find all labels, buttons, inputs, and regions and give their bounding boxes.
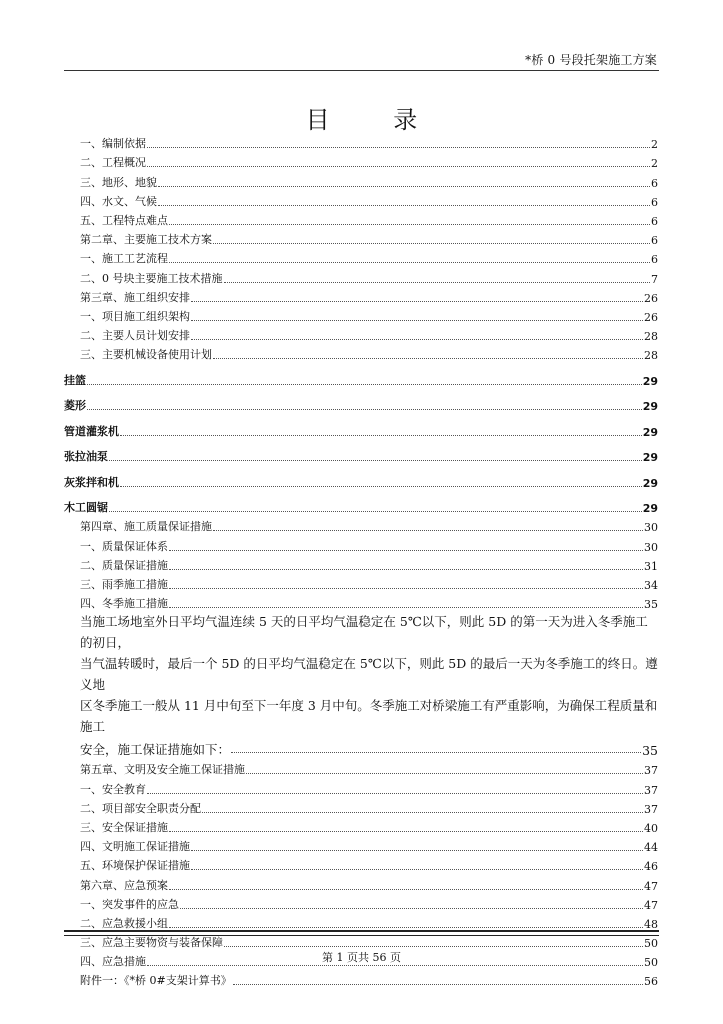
toc-entry-title: 挂篮	[64, 373, 86, 387]
dot-leader	[169, 262, 650, 263]
dot-leader	[202, 812, 643, 813]
page-footer: 第 1 页共 56 页	[322, 951, 401, 964]
dot-leader	[169, 831, 643, 832]
toc-entry[interactable]	[80, 305, 658, 324]
toc-entry-title: 五、环境保护保证措施	[80, 859, 190, 873]
toc-entry-page: 30	[644, 540, 658, 554]
toc-entry-title: 菱形	[64, 399, 86, 413]
toc-entry-title: 五、工程特点难点	[80, 213, 168, 227]
toc-entry-title: 二、主要人员计划安排	[80, 329, 190, 343]
footer-rule-thin	[64, 935, 659, 936]
toc-entry-title: 四、水文、气候	[80, 194, 157, 208]
toc-entry-page: 30	[644, 521, 658, 535]
toc-entry-page: 37	[644, 802, 658, 816]
dot-leader	[109, 511, 642, 512]
dot-leader	[169, 588, 643, 589]
toc-entry-title: 管道灌浆机	[64, 424, 119, 438]
dot-leader	[169, 889, 643, 890]
toc-entry-title: 二、质量保证措施	[80, 558, 168, 572]
dot-leader	[213, 530, 643, 531]
toc-entry[interactable]	[80, 190, 658, 209]
toc-entry-page: 29	[642, 451, 658, 465]
toc-entry-page: 48	[644, 917, 658, 931]
toc-entry[interactable]	[80, 969, 658, 988]
toc-entry-title: 四、文明施工保证措施	[80, 840, 190, 854]
toc-entry-title: 二、工程概况	[80, 156, 146, 170]
toc-entry-page: 7	[651, 272, 658, 286]
toc-entry-page: 2	[651, 138, 658, 152]
table-of-contents	[64, 132, 658, 989]
toc-entry-page: 26	[644, 291, 658, 305]
dot-leader	[169, 569, 643, 570]
toc-entry-title: 四、冬季施工措施	[80, 597, 168, 611]
dot-leader	[231, 752, 641, 753]
toc-entry[interactable]	[64, 464, 658, 490]
toc-entry-title: 张拉油泵	[64, 450, 108, 464]
header-rule	[64, 70, 659, 71]
dot-leader	[109, 460, 642, 461]
toc-entry[interactable]	[64, 388, 658, 414]
dot-leader	[158, 186, 650, 187]
toc-entry[interactable]	[80, 286, 658, 305]
toc-entry[interactable]	[80, 758, 658, 777]
toc-entry-title: 三、雨季施工措施	[80, 578, 168, 591]
toc-entry[interactable]	[80, 228, 658, 247]
toc-entry-page: 6	[651, 253, 658, 267]
toc-entry[interactable]	[80, 854, 658, 873]
dot-leader	[191, 850, 643, 851]
dot-leader	[213, 358, 643, 359]
toc-entry-title: 第四章、施工质量保证措施	[80, 520, 212, 534]
dot-leader	[169, 927, 643, 928]
toc-entry-page: 29	[642, 502, 658, 516]
toc-entry-title: 三、安全保证措施	[80, 820, 168, 834]
paragraph-page-number: 35	[642, 743, 658, 759]
paragraph-last-line	[80, 737, 658, 758]
toc-entry[interactable]	[80, 573, 658, 592]
toc-entry[interactable]	[80, 816, 658, 835]
paragraph-line: 当施工场地室外日平均气温连续 5 天的日平均气温稳定在 5℃以下，则此 5D 的第一天为进入冬季施工的初日，	[80, 614, 648, 651]
toc-entry-title: 一、突发事件的应急	[80, 897, 179, 911]
toc-entry-page: 29	[642, 425, 658, 439]
toc-entry[interactable]	[80, 777, 658, 796]
dot-leader	[158, 205, 650, 206]
toc-entry-page: 35	[644, 598, 658, 612]
toc-entry-page: 46	[644, 860, 658, 874]
page-title: 目 录	[305, 106, 446, 134]
toc-entry-page: 28	[644, 349, 658, 363]
toc-entry[interactable]	[80, 797, 658, 816]
dot-leader	[233, 984, 643, 985]
toc-entry-page: 29	[642, 374, 658, 388]
toc-paragraph-entry[interactable]	[80, 611, 658, 758]
dot-leader	[191, 320, 643, 321]
dot-leader	[87, 384, 642, 385]
toc-entry-title: 附件一：《*桥 0#支架计算书》	[80, 974, 232, 988]
toc-entry[interactable]	[80, 554, 658, 573]
toc-entry[interactable]	[80, 534, 658, 553]
toc-entry[interactable]	[80, 324, 658, 343]
toc-entry-page: 37	[644, 783, 658, 797]
dot-leader	[87, 409, 642, 410]
toc-entry-title: 一、项目施工组织架构	[80, 309, 190, 323]
toc-entry[interactable]	[80, 912, 658, 931]
dot-leader	[213, 243, 650, 244]
dot-leader	[147, 793, 643, 794]
toc-entry-title: 一、质量保证体系	[80, 539, 168, 553]
toc-entry-title: 一、编制依据	[80, 137, 146, 151]
toc-entry[interactable]	[80, 931, 658, 950]
dot-leader	[169, 224, 650, 225]
dot-leader	[246, 773, 643, 774]
header-title: *桥 0 号段托架施工方案	[525, 53, 657, 67]
dot-leader	[169, 550, 643, 551]
toc-entry[interactable]	[80, 151, 658, 170]
toc-entry-title: 灰浆拌和机	[64, 475, 119, 489]
toc-entry-page: 6	[651, 234, 658, 248]
toc-entry-page: 28	[644, 330, 658, 344]
toc-section-1	[64, 132, 658, 612]
dot-leader	[224, 946, 643, 947]
toc-entry-page: 37	[644, 764, 658, 778]
toc-entry-title: 三、应急主要物资与装备保障	[80, 936, 223, 950]
toc-entry-title: 一、安全教育	[80, 782, 146, 796]
toc-entry-title: 木工圆锯	[64, 501, 108, 515]
toc-entry-title: 第六章、应急预案	[80, 878, 168, 892]
dot-leader	[191, 339, 643, 340]
paragraph-line: 当气温转暖时，最后一个 5D 的日平均气温稳定在 5℃以下，则此 5D 的最后一天为冬季施工的终日。遵义地	[80, 656, 658, 693]
toc-entry-page: 29	[642, 400, 658, 414]
toc-entry-page: 47	[644, 898, 658, 912]
toc-entry[interactable]	[80, 132, 658, 151]
toc-entry-page: 47	[644, 879, 658, 893]
toc-entry-page: 2	[651, 157, 658, 171]
paragraph-last-text: 安全，施工保证措施如下：	[80, 742, 231, 758]
toc-entry-title: 三、主要机械设备使用计划	[80, 348, 212, 362]
toc-entry[interactable]	[64, 362, 658, 388]
dot-leader	[191, 869, 643, 870]
toc-entry-page: 31	[644, 559, 658, 573]
dot-leader	[147, 965, 643, 966]
dot-leader	[169, 607, 643, 608]
toc-entry-page: 40	[644, 821, 658, 835]
toc-entry[interactable]	[80, 515, 658, 534]
dot-leader	[120, 486, 642, 487]
toc-entry[interactable]	[80, 893, 658, 912]
toc-entry[interactable]	[80, 247, 658, 266]
toc-entry-page: 29	[642, 476, 658, 490]
toc-entry-title: 二、项目部安全职责分配	[80, 801, 201, 815]
dot-leader	[224, 282, 651, 283]
toc-entry-title: 三、地形、地貌	[80, 175, 157, 189]
toc-entry-title: 第三章、施工组织安排	[80, 290, 190, 304]
toc-entry-page: 44	[644, 841, 658, 855]
toc-entry-title: 一、施工工艺流程	[80, 252, 168, 266]
toc-entry[interactable]	[80, 343, 658, 362]
dot-leader	[191, 301, 643, 302]
toc-entry[interactable]	[80, 266, 658, 285]
footer-rule-thick	[64, 930, 659, 932]
toc-entry-page: 6	[651, 214, 658, 228]
toc-entry-page: 34	[644, 579, 658, 592]
toc-entry-page: 6	[651, 195, 658, 209]
toc-entry-page: 26	[644, 310, 658, 324]
dot-leader	[147, 147, 650, 148]
toc-entry-page: 6	[651, 176, 658, 190]
toc-entry[interactable]	[64, 413, 658, 439]
toc-entry[interactable]	[64, 439, 658, 465]
toc-entry-title: 第二章、主要施工技术方案	[80, 233, 212, 247]
toc-entry[interactable]	[80, 835, 658, 854]
paragraph-line: 区冬季施工一般从 11 月中旬至下一年度 3 月中旬。冬季施工对桥梁施工有严重影响，为确保工程质量和施工	[80, 698, 658, 735]
toc-entry-page: 56	[644, 975, 658, 989]
toc-entry-title: 二、应急救援小组	[80, 916, 168, 930]
toc-entry[interactable]	[64, 490, 658, 516]
dot-leader	[147, 166, 650, 167]
toc-entry-title: 第五章、文明及安全施工保证措施	[80, 763, 245, 777]
toc-entry-title: 四、应急措施	[80, 955, 146, 969]
toc-entry[interactable]	[80, 170, 658, 189]
toc-entry-title: 二、0 号块主要施工技术措施	[80, 271, 223, 285]
toc-entry[interactable]	[80, 873, 658, 892]
toc-entry[interactable]	[80, 592, 658, 611]
toc-entry-page: 50	[644, 956, 658, 970]
dot-leader	[180, 908, 643, 909]
toc-entry[interactable]	[80, 209, 658, 228]
dot-leader	[120, 435, 642, 436]
toc-entry-page: 50	[644, 937, 658, 951]
